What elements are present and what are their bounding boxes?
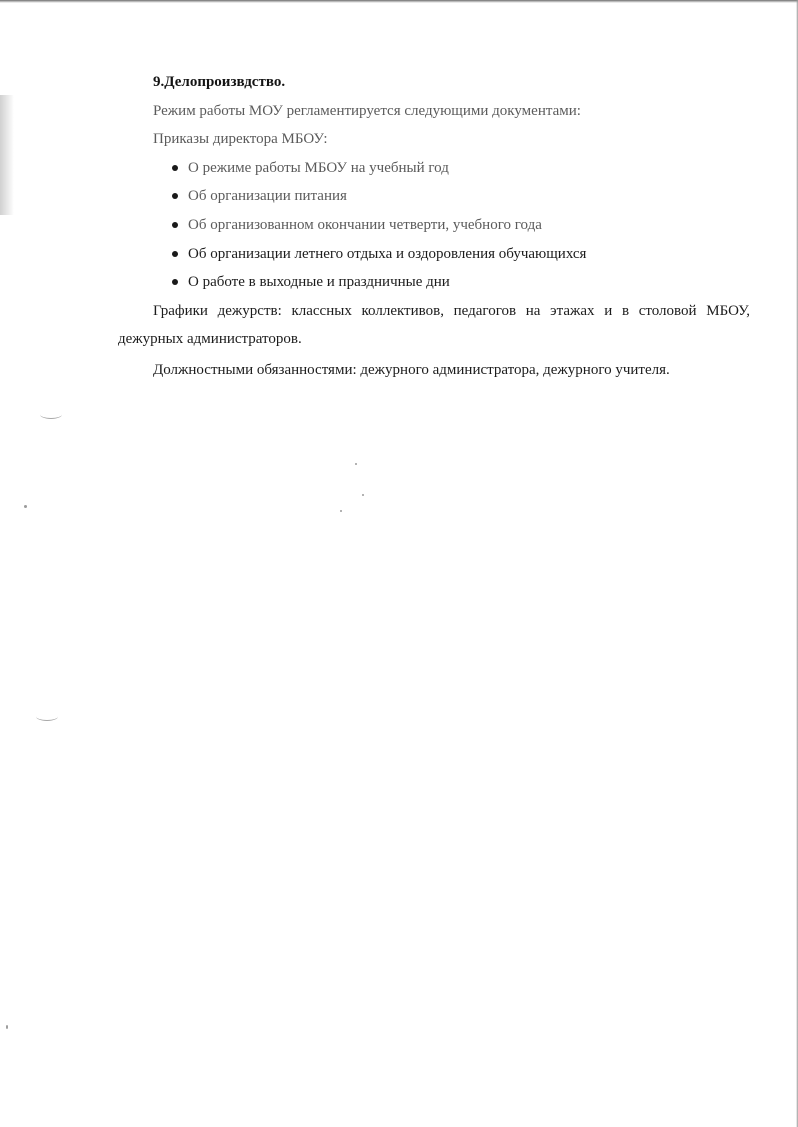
scan-speck [6, 1025, 8, 1029]
orders-list [118, 154, 750, 297]
section-heading: 9.Делопроизвдство. [153, 74, 286, 90]
bullet-icon [172, 251, 178, 257]
list-item [118, 211, 750, 240]
list-item [118, 240, 750, 269]
list-item-text: Об организованном окончании четверти, учебного года [188, 216, 542, 233]
scan-speck [362, 494, 364, 496]
list-item-text: Об организации питания [188, 188, 347, 205]
list-item-text: О работе в выходные и праздничные дни [188, 274, 450, 291]
bullet-icon [172, 222, 178, 228]
bullet-icon [172, 279, 178, 285]
scan-top-edge [0, 0, 798, 3]
list-item [118, 182, 750, 211]
scan-speck [24, 505, 27, 508]
document-body [118, 68, 750, 385]
intro-line: Режим работы МОУ регламентируется следующими документами: [153, 102, 581, 119]
scan-mark [40, 410, 62, 419]
bullet-icon [172, 165, 178, 171]
list-item-text: Об организации летнего отдыха и оздоровления обучающихся [188, 245, 587, 262]
scan-speck [355, 463, 357, 465]
list-item [118, 154, 750, 183]
list-item [118, 268, 750, 297]
scan-mark [36, 712, 58, 721]
duties-paragraph: Должностными обязанностями: дежурного администратора, дежурного учителя. [153, 361, 670, 378]
scan-left-shadow [0, 95, 14, 215]
orders-title: Приказы директора МБОУ: [153, 131, 328, 148]
list-item-text: О режиме работы МБОУ на учебный год [188, 159, 449, 176]
scan-speck [340, 510, 342, 512]
schedules-paragraph: Графики дежурств: классных коллективов, педагогов на этажах и в столовой МБОУ, дежурных администраторов. [118, 302, 750, 348]
bullet-icon [172, 193, 178, 199]
